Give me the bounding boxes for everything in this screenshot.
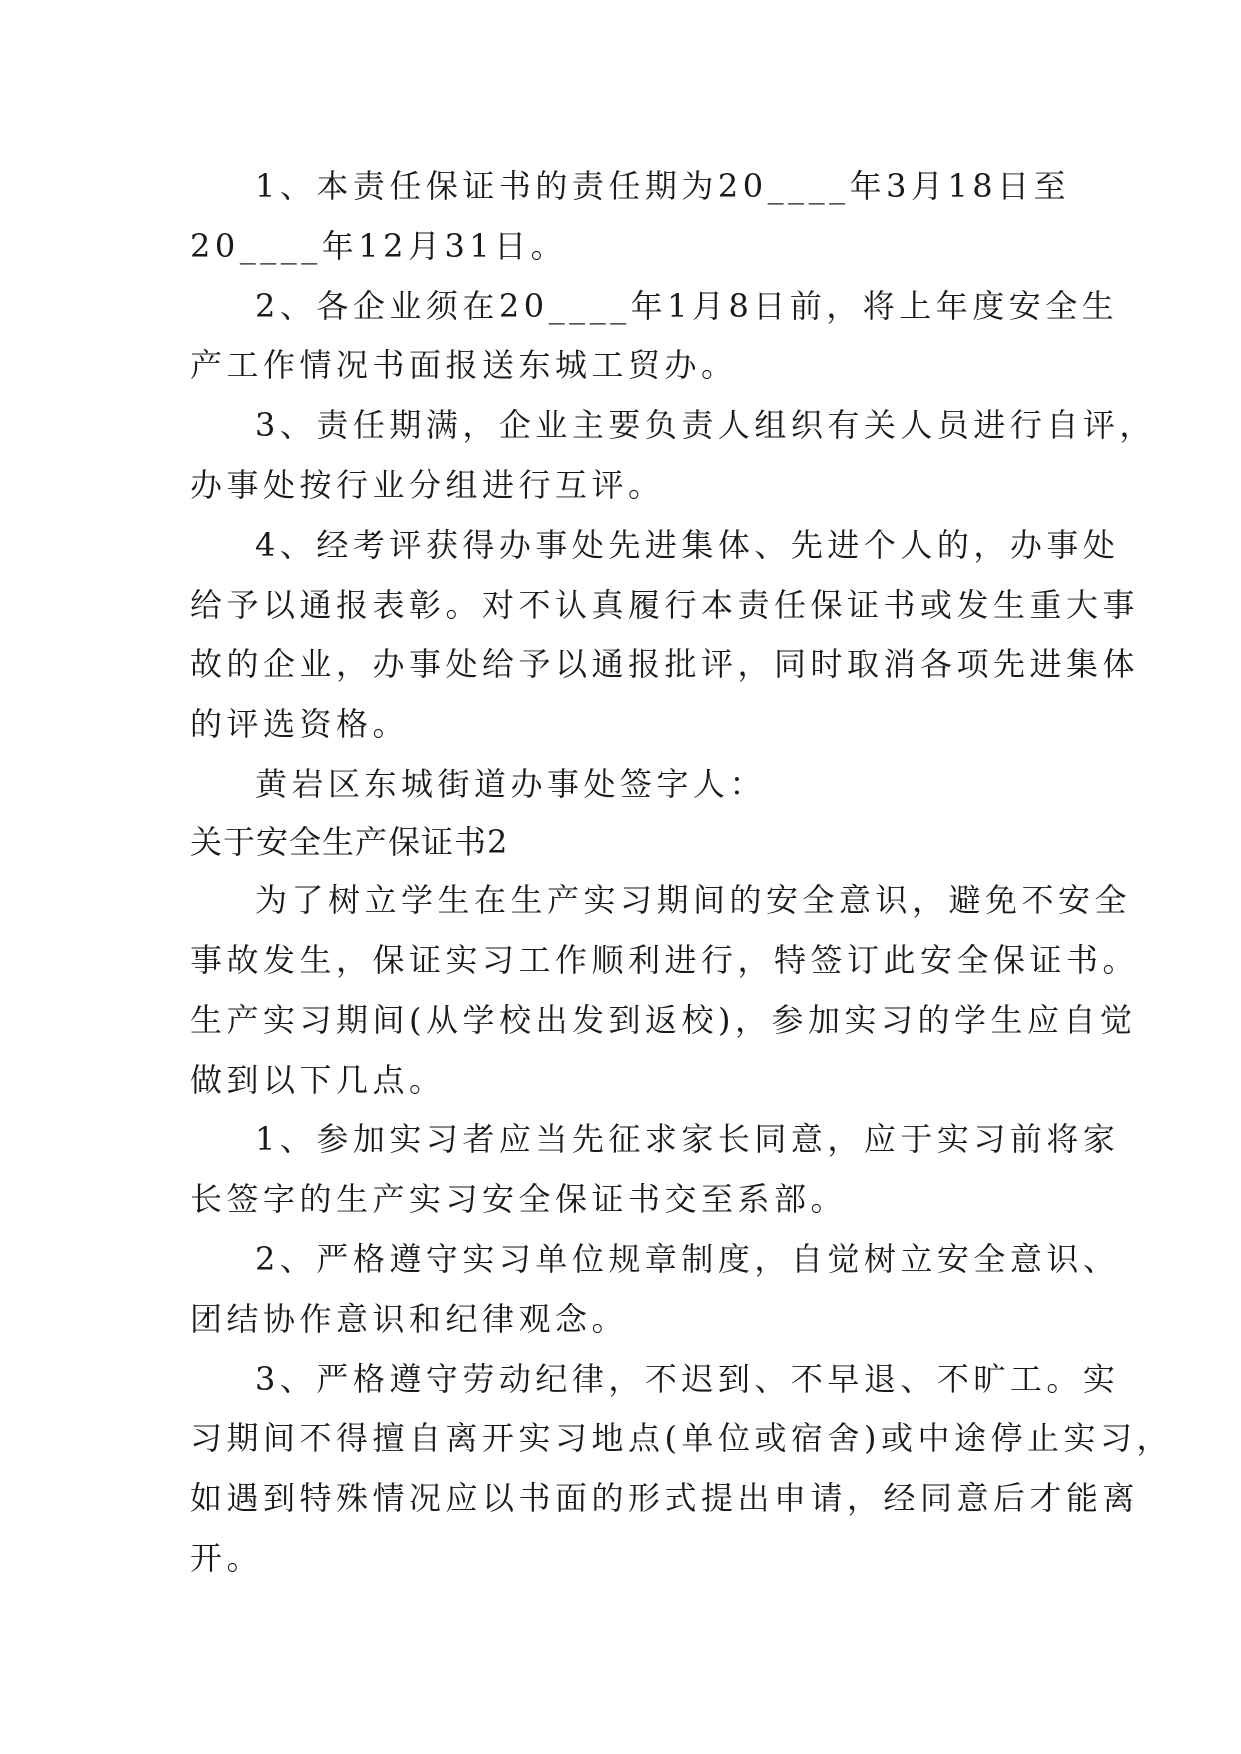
clause-4-line-1: 4、经考评获得办事处先进集体、先进个人的，办事处 (255, 526, 1120, 564)
rule-2-line-1: 2、严格遵守实习单位规章制度，自觉树立安全意识、 (255, 1240, 1120, 1278)
signature-line: 黄岩区东城街道办事处签字人： (255, 765, 767, 803)
clause-4-line-4: 的评选资格。 (190, 705, 410, 743)
clause-4-line-2: 给予以通报表彰。对不认真履行本责任保证书或发生重大事 (190, 586, 1140, 624)
clause-4-line-3: 故的企业，办事处给予以通报批评，同时取消各项先进集体 (190, 645, 1140, 683)
rule-1-line-1: 1、参加实习者应当先征求家长同意，应于实习前将家 (255, 1120, 1120, 1158)
rule-3-line-2: 习期间不得擅自离开实习地点(单位或宿舍)或中途停止实习， (190, 1419, 1173, 1457)
clause-3-line-1: 3、责任期满，企业主要负责人组织有关人员进行自评， (255, 406, 1156, 444)
intro-line-1: 为了树立学生在生产实习期间的安全意识，避免不安全 (255, 881, 1132, 919)
rule-2-line-2: 团结协作意识和纪律观念。 (190, 1300, 629, 1338)
rule-3-line-3: 如遇到特殊情况应以书面的形式提出申请，经同意后才能离 (190, 1479, 1140, 1517)
clause-3-line-2: 办事处按行业分组进行互评。 (190, 466, 665, 504)
clause-2-line-2: 产工作情况书面报送东城工贸办。 (190, 346, 738, 384)
intro-line-2: 事故发生，保证实习工作顺利进行，特签订此安全保证书。 (190, 941, 1140, 979)
rule-1-line-2: 长签字的生产实习安全保证书交至系部。 (190, 1180, 848, 1218)
intro-line-3: 生产实习期间(从学校出发到返校)，参加实习的学生应自觉 (190, 1001, 1137, 1039)
clause-2-line-1: 2、各企业须在20____年1月8日前，将上年度安全生 (255, 287, 1119, 325)
rule-3-line-1: 3、严格遵守劳动纪律，不迟到、不早退、不旷工。实 (255, 1360, 1120, 1398)
section-heading: 关于安全生产保证书2 (190, 823, 509, 861)
rule-3-line-4: 开。 (190, 1539, 264, 1577)
clause-1-line-1: 1、本责任保证书的责任期为20____年3月18日至 (255, 167, 1071, 205)
clause-1-line-2: 20____年12月31日。 (190, 227, 568, 265)
intro-line-4: 做到以下几点。 (190, 1061, 446, 1099)
